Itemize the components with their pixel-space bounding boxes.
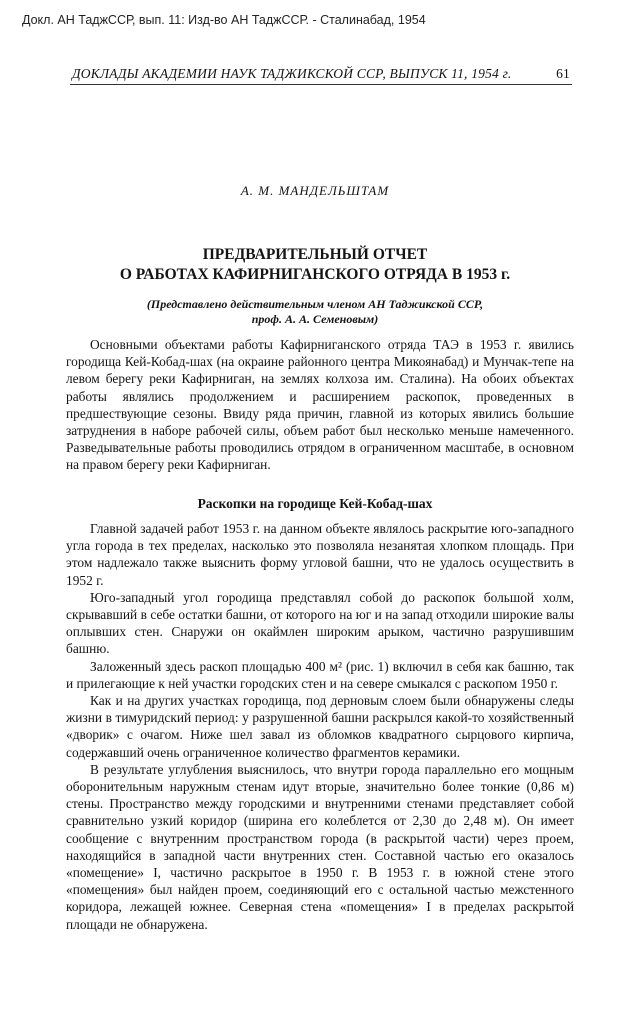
presented-line-1: (Представлено действительным членом АН Таджикской ССР, (146, 297, 484, 311)
body-paragraph: Главной задачей работ 1953 г. на данном объекте являлось раскрытие юго-западного угла города в тех пределах, насколько это позволяла незанятая хлопком площадь. При этом надлежало также выяснить форму угловой башни, что не удалось осуществить в 1952 г. (66, 521, 574, 588)
author-name: А. М. МАНДЕЛЬШТАМ (240, 183, 390, 198)
source-citation: Докл. АН ТаджССР, вып. 11: Изд-во АН ТаджССР. - Сталинабад, 1954 (22, 13, 426, 27)
presented-line-2: проф. А. А. Семеновым) (251, 312, 379, 326)
journal-title: ДОКЛАДЫ АКАДЕМИИ НАУК ТАДЖИКСКОЙ ССР, ВЫПУСК 11, 1954 г. (72, 66, 512, 81)
intro-paragraph (66, 336, 574, 474)
title-line-1: ПРЕДВАРИТЕЛЬНЫЙ ОТЧЕТ (202, 246, 428, 263)
header-rule (70, 84, 572, 85)
running-head (72, 66, 570, 82)
title-line-2: О РАБОТАХ КАФИРНИГАНСКОГО ОТРЯДА В 1953 г. (119, 266, 511, 283)
section-heading: Раскопки на городище Кей-Кобад-шах (197, 496, 433, 511)
page-number: 61 (556, 66, 570, 81)
body-paragraph: Заложенный здесь раскоп площадью 400 м² (рис. 1) включил в себя как башню, так и прилегающие к ней участки городских стен и на севере смыкался с раскопом 1950 г. (66, 658, 574, 691)
intro-text: Основными объектами работы Кафирниганского отряда ТАЭ в 1953 г. явились городища Кей-Кобад-шах (на окраине районного центра Микоянабад) и Мунчак-тепе на левом берегу реки Кафирниган, на землях колхоза им. Сталина). На обоих объектах работы являлись продолжением и расширением раскопок, проведенных в предшествующие сезоны. Ввиду ряда причин, главной из которых явились большие затруднения в наборе рабочей силы, объем работ был несколько меньше намеченного. Разведывательные работы проводились отрядом в ограниченном масштабе, в основном на правом берегу реки Кафирниган. (66, 337, 574, 473)
section-body (66, 520, 574, 933)
body-paragraph: Юго-западный угол городища представлял собой до раскопок большой холм, скрывавший в себе остатки башни, от которого на юг и на запад отходили широкие валы оплывших стен. Снаружи он окаймлен широким арыком, частично разрушившим башню. (66, 589, 574, 657)
article-title (0, 245, 630, 285)
body-paragraph: В результате углубления выяснилось, что внутри города параллельно его мощным оборонительным наружным стенам идут вторые, значительно более тонкие (0,86 м) стены. Пространство между городскими и внутренними стенами представляет собой сравнительно узкий коридор (ширина его колеблется от 2,30 до 2,48 м). Он имеет сообщение с внутренним пространством города (в раскрытой части) через проем, находящийся в западной части внутренних стен. Составной частью его оказалось «помещение» I, частично раскрытое в 1950 г. В 1953 г. в южной стене этого «помещения» был найден проем, соединяющий его с остальной частью межстенного коридора, лежащей южнее. Северная стена «помещения» I в пределах раскрытой площади не обнаружена. (66, 761, 574, 932)
body-paragraph: Как и на других участках городища, под дерновым слоем были обнаружены следы жизни в тимуридский период: у разрушенной башни раскрылся какой-то хозяйственный «дворик» с очагом. Ниже шел завал из обломков квадратного сырцового кирпича, содержавший очень ограниченное количество фрагментов керамики. (66, 693, 574, 760)
presented-by-note (0, 297, 630, 327)
